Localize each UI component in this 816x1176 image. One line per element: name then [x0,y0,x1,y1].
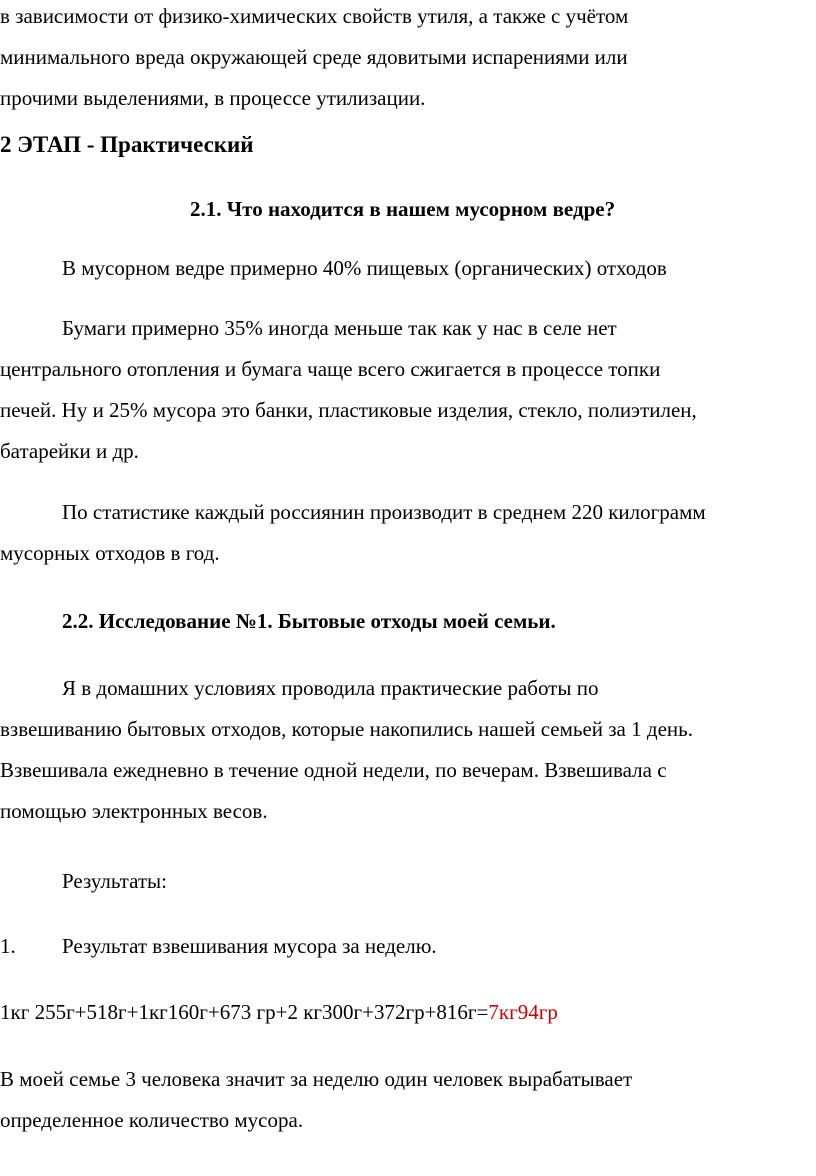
paragraph-organic-waste: В мусорном ведре примерно 40% пищевых (органических) отходов [62,256,667,280]
paragraph-statistics-line-2: мусорных отходов в год. [0,541,220,565]
paragraph-weighing-line-3: Взвешивала ежедневно в течение одной недели, по вечерам. Взвешивала с [0,758,667,782]
results-label: Результаты: [62,869,167,893]
paragraph-weighing-line-2: взвешиванию бытовых отходов, которые накопились нашей семьей за 1 день. [0,717,693,741]
intro-line-1: в зависимости от физико-химических свойств утиля, а также с учётом [0,4,629,28]
list-item-number: 1. [0,934,16,958]
intro-line-2: минимального вреда окружающей среде ядовитыми испарениями или [0,45,628,69]
weight-formula [0,1002,558,1023]
intro-line-3: прочими выделениями, в процессе утилизации. [0,86,426,110]
section-2-1-heading: 2.1. Что находится в нашем мусорном ведре? [190,197,616,221]
paragraph-paper-line-1: Бумаги примерно 35% иногда меньше так как у нас в селе нет [62,316,617,340]
stage-heading: 2 ЭТАП - Практический [0,132,254,157]
paragraph-paper-line-2: центрального отопления и бумага чаще всего сжигается в процессе топки [0,357,661,381]
paragraph-weighing-line-1: Я в домашних условиях проводила практические работы по [62,676,599,700]
weight-formula-result: 7кг94гр [488,1000,558,1024]
conclusion-line-2: определенное количество мусора. [0,1108,304,1132]
paragraph-paper-line-3: печей. Ну и 25% мусора это банки, пластиковые изделия, стекло, полиэтилен, [0,398,697,422]
weight-formula-terms: 1кг 255г+518г+1кг160г+673 гр+2 кг300г+372гр+816г= [0,1000,489,1024]
conclusion-line-1: В моей семье 3 человека значит за неделю один человек вырабатывает [0,1067,633,1091]
list-item-text: Результат взвешивания мусора за неделю. [62,934,437,958]
section-2-2-heading: 2.2. Исследование №1. Бытовые отходы моей семьи. [62,609,556,633]
paragraph-paper-line-4: батарейки и др. [0,439,139,463]
paragraph-weighing-line-4: помощью электронных весов. [0,799,268,823]
paragraph-statistics-line-1: По статистике каждый россиянин производит в среднем 220 килограмм [62,500,706,524]
